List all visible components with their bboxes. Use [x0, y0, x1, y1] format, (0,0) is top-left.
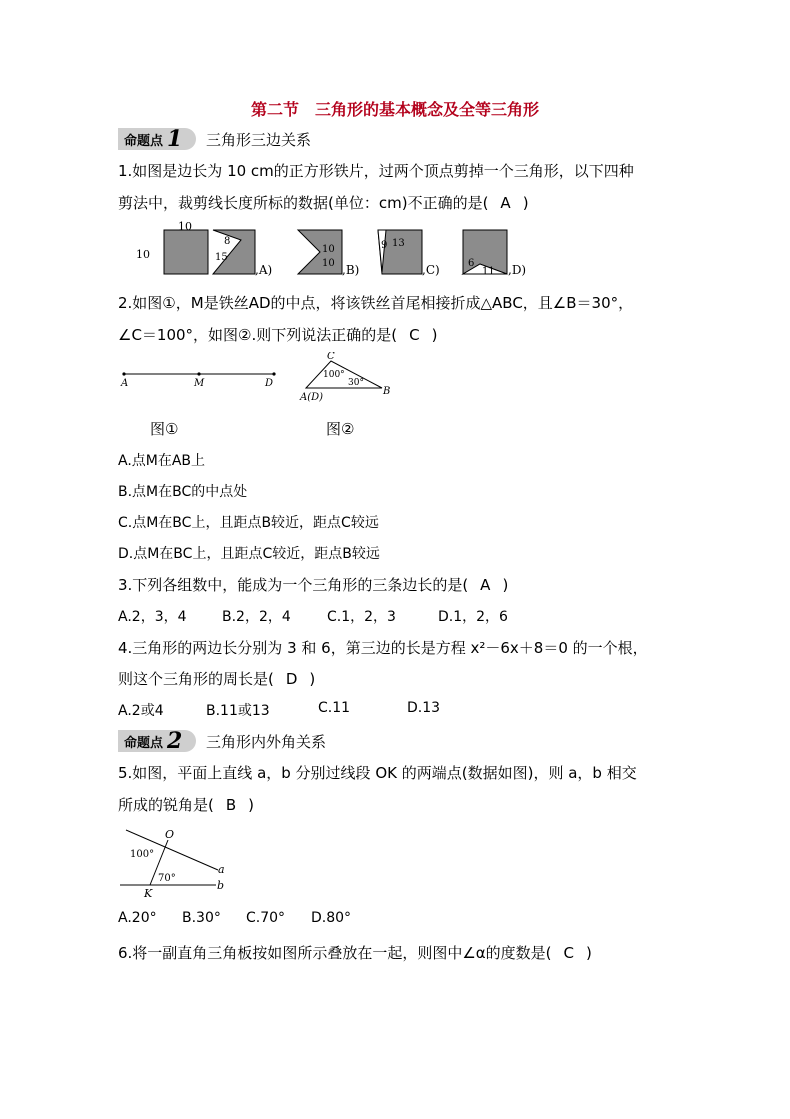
q1-line-1: 1.如图是边长为 10 cm的正方形铁片，过两个顶点剪掉一个三角形，以下四种 [118, 162, 634, 180]
q2-figures [118, 352, 408, 408]
q4-answer: D [285, 670, 298, 688]
topic-badge [118, 128, 196, 150]
q1-answer: A [500, 194, 511, 212]
q6-answer: C [563, 944, 574, 962]
q4-stem: 则这个三角形的周长是( [118, 670, 274, 688]
section-title: 第二节 三角形的基本概念及全等三角形 [250, 100, 539, 119]
option-d-num-2: 11 [482, 266, 495, 277]
q5-figure [118, 822, 238, 904]
line-a-label: a [218, 863, 225, 876]
q4-line-2 [118, 668, 315, 689]
point-m-label: M [194, 378, 205, 389]
q2-stem: ∠C＝100°，如图②.则下列说法正确的是( [118, 326, 398, 344]
option-b-num-1: 10 [322, 244, 335, 255]
square-shape [164, 230, 208, 274]
q5-option-b: B.30° [182, 910, 221, 926]
q2-paren-close: ) [431, 326, 438, 344]
q1-figure [130, 218, 550, 280]
topic-heading-1 [118, 128, 311, 150]
option-c-num-2: 13 [392, 238, 405, 249]
q4-option-d: D.13 [407, 700, 441, 716]
q5-option-d: D.80° [311, 910, 352, 926]
option-b-num-2: 10 [322, 258, 335, 269]
q2-line-2 [118, 324, 437, 345]
figure-1-caption: 图① [150, 420, 179, 438]
angle-k-label: 70° [158, 873, 176, 884]
point-o-label: O [165, 828, 175, 841]
topic-badge [118, 730, 196, 752]
q4-paren-close: ) [309, 670, 316, 688]
q2-option-d: D.点M在BC上，且距点C较近，距点B较远 [118, 546, 380, 562]
q6-paren-close: ) [586, 944, 592, 962]
q3-option-b: B.2，2，4 [222, 609, 291, 625]
option-c-num-1: 9 [381, 240, 388, 251]
square-left-label: 10 [136, 248, 150, 261]
topic-title: 三角形内外角关系 [206, 732, 327, 751]
q4-option-b: B.11或13 [206, 703, 270, 719]
vertex-c-label: C [327, 352, 335, 362]
vertex-ad-label: A(D) [300, 392, 324, 403]
q4-option-c: C.11 [318, 700, 351, 716]
q2-option-b: B.点M在BC的中点处 [118, 484, 248, 500]
q1-stem: 剪法中，裁剪线长度所标的数据(单位：cm)不正确的是( [118, 194, 489, 212]
q2-answer: C [409, 326, 420, 344]
q3-answer: A [480, 576, 491, 594]
option-d-num-1: 6 [468, 258, 475, 269]
q2-option-c: C.点M在BC上，且距点B较近，距点C较远 [118, 515, 379, 531]
q3-line-1 [118, 574, 508, 595]
q5-line-1: 5.如图，平面上直线 a，b 分别过线段 OK 的两端点(数据如图)，则 a，b 相交 [118, 764, 637, 782]
topic-heading-2 [118, 730, 326, 752]
q2-line-1: 2.如图①，M是铁丝AD的中点，将该铁丝首尾相接折成△ABC，且∠B＝30°， [118, 294, 634, 312]
q3-stem: 3.下列各组数中，能成为一个三角形的三条边长的是( [118, 576, 469, 594]
option-c-label: ,C) [422, 263, 440, 277]
option-a-label: ,A) [255, 263, 273, 277]
q3-paren-close: ) [502, 576, 509, 594]
q4-option-a: A.2或4 [118, 703, 164, 719]
topic-badge-label: 命题点 [124, 735, 164, 751]
option-a-num-1: 8 [224, 236, 231, 247]
option-a-num-2: 15 [215, 252, 228, 263]
angle-b-label: 30° [348, 378, 364, 388]
q3-option-c: C.1，2，3 [327, 609, 396, 625]
square-top-label: 10 [178, 220, 192, 233]
topic-badge-label: 命题点 [124, 133, 164, 149]
line-b-label: b [217, 879, 225, 892]
option-d-label: ,D) [508, 263, 527, 277]
q6-stem: 6.将一副直角三角板按如图所示叠放在一起，则图中∠α的度数是( [118, 944, 552, 962]
q6-line-1 [118, 942, 592, 963]
q2-option-a: A.点M在AB上 [118, 453, 206, 469]
q1-paren-close: ) [522, 194, 529, 212]
option-b-label: ,B) [342, 263, 360, 277]
point-d-label: D [265, 378, 274, 389]
topic-title: 三角形三边关系 [206, 130, 312, 149]
topic-badge-number: 2 [167, 728, 183, 754]
q1-line-2 [118, 192, 529, 213]
point-k-label: K [144, 887, 153, 900]
vertex-b-label: B [383, 386, 391, 397]
q3-option-d: D.1，2，6 [438, 609, 508, 625]
q5-stem: 所成的锐角是( [118, 796, 214, 814]
q5-paren-close: ) [248, 796, 255, 814]
q5-option-a: A.20° [118, 910, 157, 926]
point-a-label: A [121, 378, 129, 389]
figure-2-caption: 图② [326, 420, 355, 438]
q3-option-a: A.2，3，4 [118, 609, 187, 625]
q5-answer: B [225, 796, 237, 814]
angle-o-label: 100° [130, 849, 155, 860]
option-b-shape [298, 230, 342, 274]
q5-line-2 [118, 794, 254, 815]
q4-line-1: 4.三角形的两边长分别为 3 和 6，第三边的长是方程 x²－6x＋8＝0 的一个根， [118, 639, 648, 657]
q5-option-c: C.70° [246, 910, 286, 926]
angle-c-label: 100° [323, 370, 345, 380]
topic-badge-number: 1 [167, 126, 183, 152]
